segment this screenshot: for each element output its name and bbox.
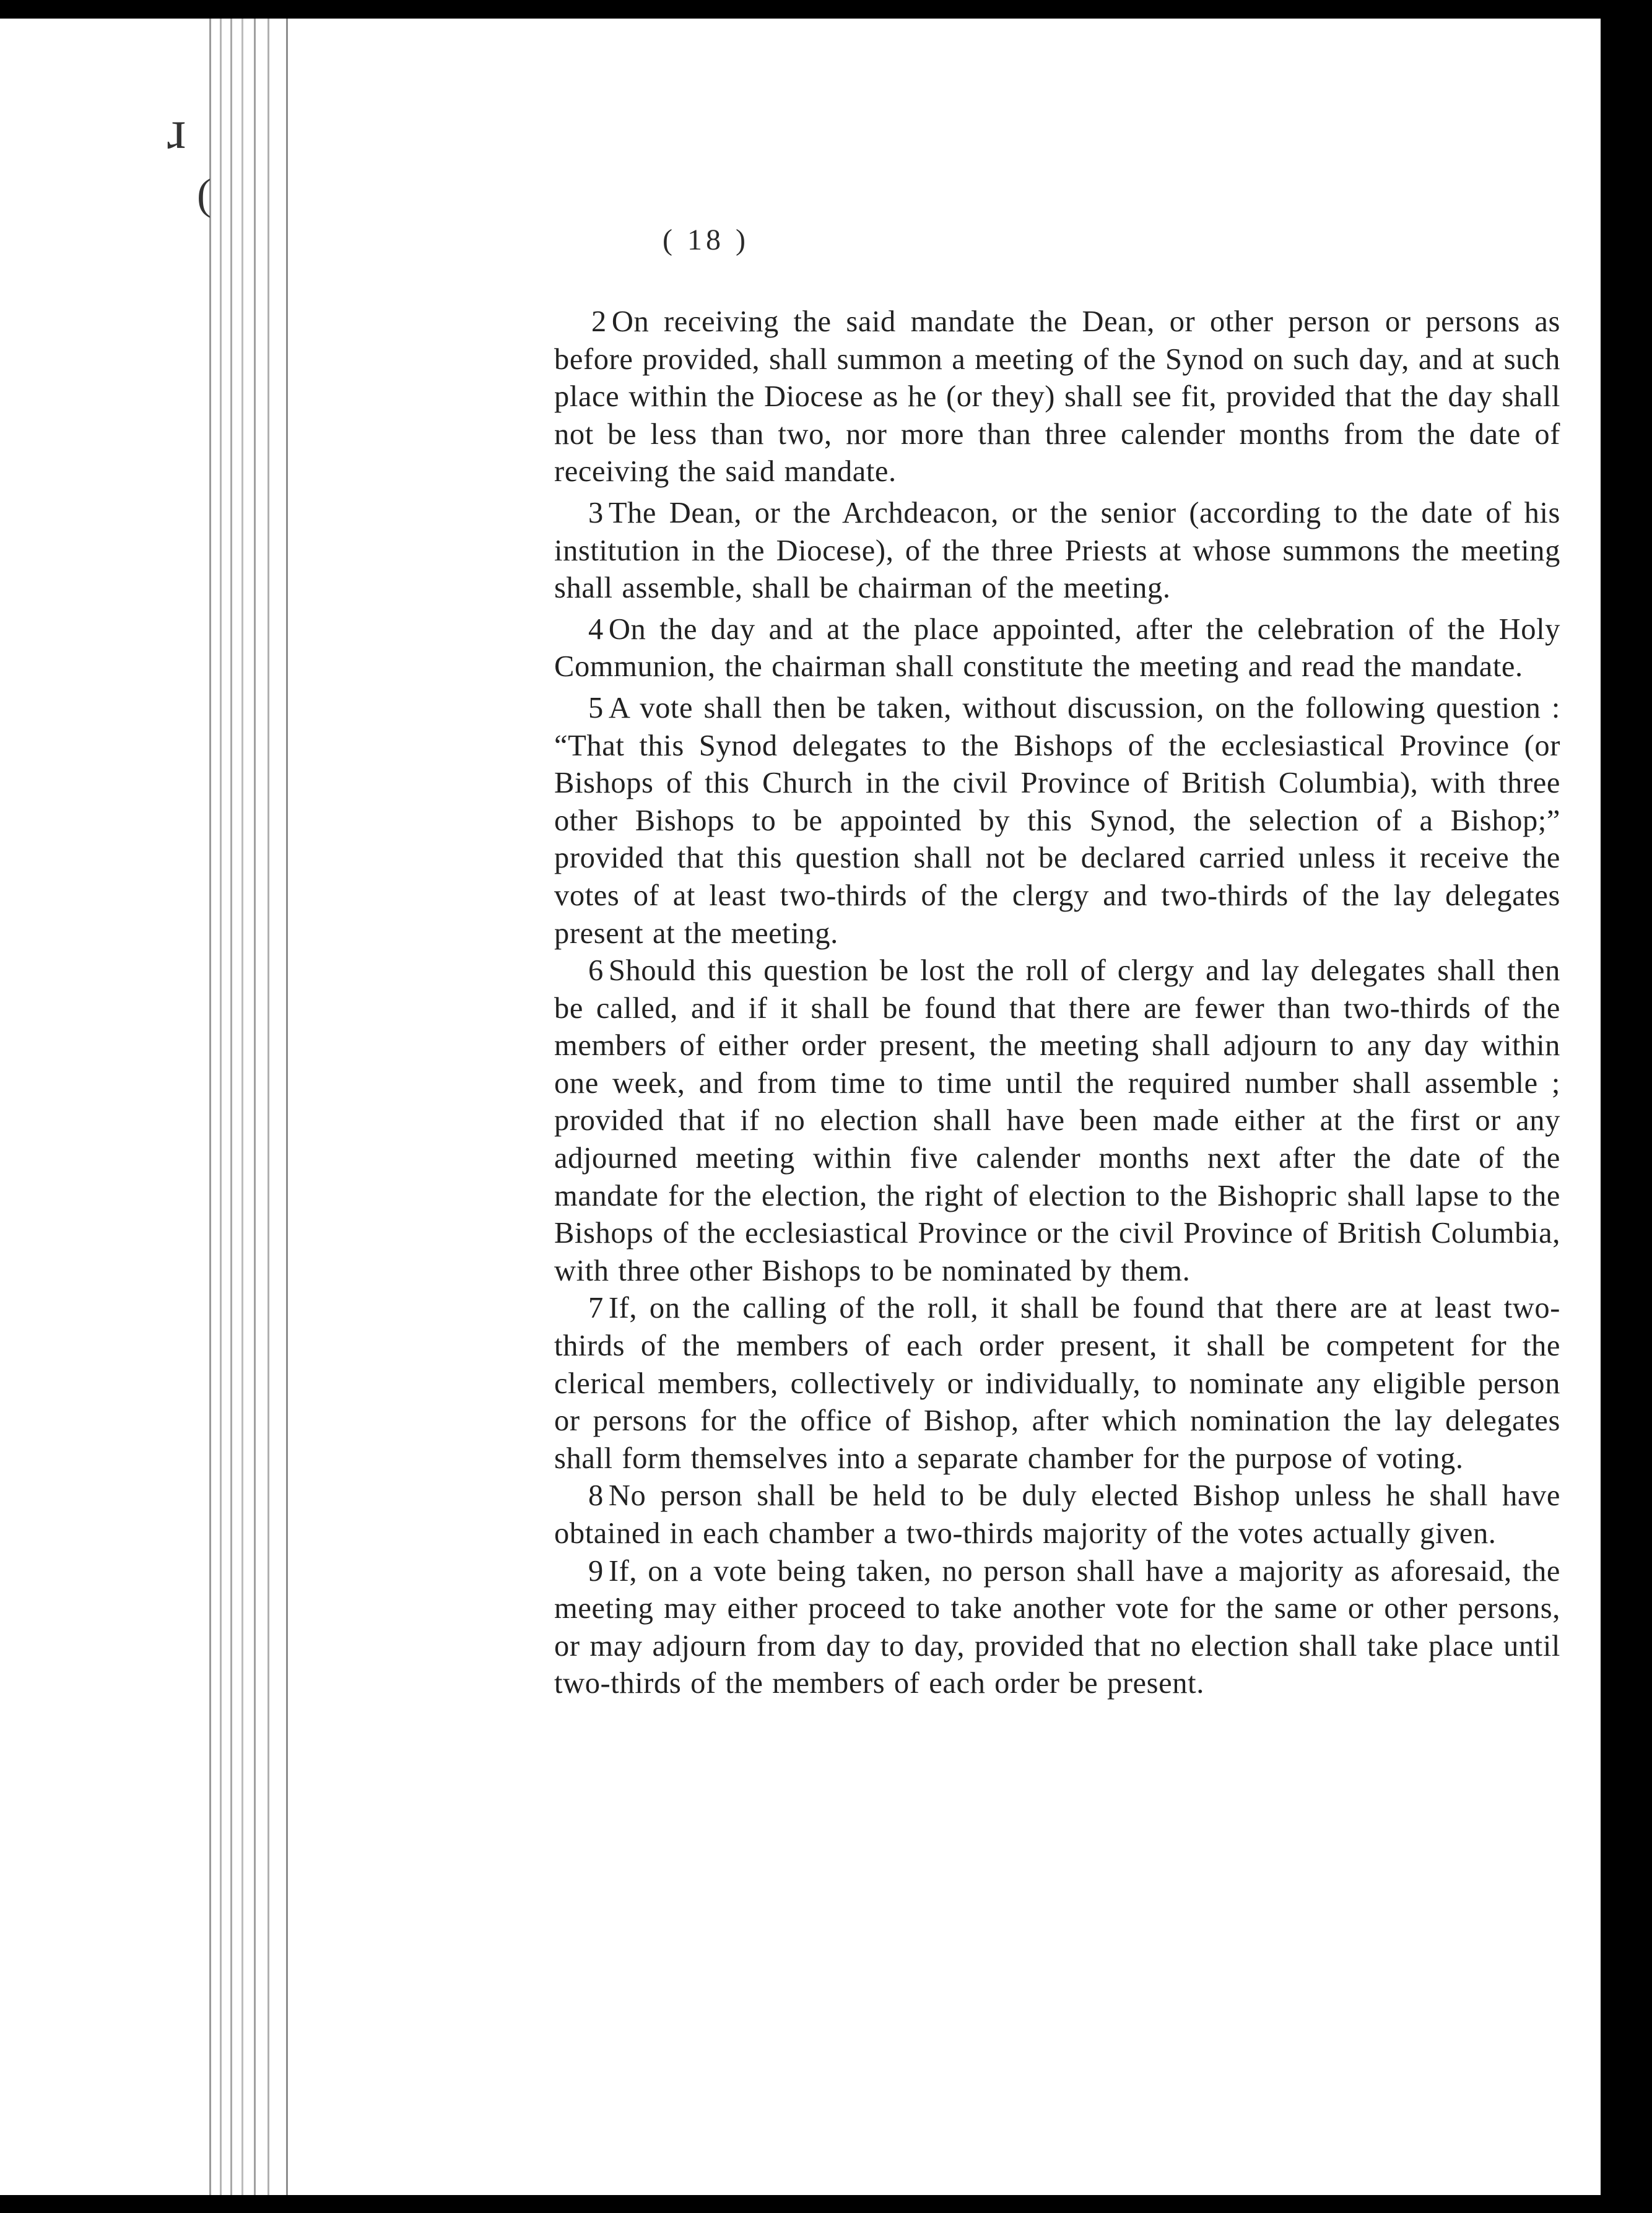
paragraph-text: On receiving the said mandate the Dean, or other person or persons as before provided, shall summon a meeting of the Synod on such day, and at such place within the Diocese as he (or they) shall see fit, provided that the day shall not be less than two, nor more than three calender months from the date of receiving the said mandate. — [554, 305, 1560, 489]
page-edge-line — [286, 19, 288, 2195]
paragraph-text: If, on the calling of the roll, it shall be found that there are at least two-thirds of the members of each order present, it shall be competent for the clerical members, collectively or individually, to nominate any eligible person or persons for the office of Bishop, after which nomination the lay delegates shall form themselves into a separate chamber for the purpose of voting. — [554, 1292, 1560, 1475]
paragraph-4 — [554, 611, 1560, 686]
page-edge-line — [254, 19, 256, 2195]
paragraph-number: 3 — [588, 496, 604, 529]
margin-mark: ɹ — [167, 99, 186, 160]
page-edge-line — [267, 19, 269, 2195]
paragraph-6 — [554, 952, 1560, 1290]
scan-border-right — [1601, 0, 1652, 2213]
paragraph-number: 9 — [588, 1554, 604, 1588]
paragraph-text: No person shall be held to be duly elected Bishop unless he shall have obtained in each chamber a two-thirds majority of the votes actually given. — [554, 1479, 1560, 1550]
page-edge-line — [209, 19, 211, 2195]
paragraph-number: 5 — [588, 691, 604, 724]
margin-mark: ( — [197, 171, 212, 219]
scan-border-bottom — [0, 2195, 1652, 2213]
paragraph-text: If, on a vote being taken, no person shall have a majority as aforesaid, the meeting may either proceed to take another vote for the same or other persons, or may adjourn from day to day, provided that no election shall take place until two-thirds of the members of each order be present. — [554, 1554, 1560, 1700]
paragraph-text: On the day and at the place appointed, after the celebration of the Holy Communion, the chairman shall constitute the meeting and read the mandate. — [554, 612, 1560, 684]
body-text — [554, 303, 1560, 1703]
paragraph-number: 7 — [588, 1292, 604, 1325]
paragraph-number: 6 — [588, 954, 604, 988]
page-edge-line — [241, 19, 243, 2195]
paragraph-text: The Dean, or the Archdeacon, or the senior (according to the date of his institution in the Diocese), of the three Priests at whose summons the meeting shall assemble, shall be chairman of the meeting. — [554, 496, 1560, 605]
page-edge-line — [230, 19, 232, 2195]
paragraph-text: A vote shall then be taken, without discussion, on the following question : “That this Synod delegates to the Bishops of the ecclesiastical Province (or Bishops of this Church in the civil Province of British Columbia), with three other Bishops to be appointed by this Synod, the selection of a Bishop;” provided that this question shall not be declared carried unless it receive the votes of at least two-thirds of the clergy and two-thirds of the lay delegates present at the meeting. — [554, 691, 1560, 950]
paragraph-8 — [554, 1477, 1560, 1552]
paragraph-2 — [554, 303, 1560, 491]
paragraph-5 — [554, 690, 1560, 952]
paragraph-number: 2 — [591, 305, 607, 338]
scan-border-top — [0, 0, 1652, 19]
paragraph-text: Should this question be lost the roll of clergy and lay delegates shall then be called, and if it shall be found that there are fewer than two-thirds of the members of either order present, the meeting shall adjourn to any day within one week, and from time to time until the required number shall assemble ; provided that if no election shall have been made either at the first or any adjourned meeting within five calender months next after the date of the mandate for the election, the right of election to the Bishopric shall lapse to the Bishops of the ecclesiastical Province or the civil Province of British Columbia, with three other Bishops to be nominated by them. — [554, 954, 1560, 1287]
page-edge-line — [220, 19, 222, 2195]
page-number: ( 18 ) — [663, 224, 749, 256]
paragraph-number: 8 — [588, 1479, 604, 1513]
paragraph-9 — [554, 1553, 1560, 1703]
paragraph-3 — [554, 495, 1560, 607]
paragraph-number: 4 — [588, 612, 604, 646]
paragraph-7 — [554, 1290, 1560, 1477]
